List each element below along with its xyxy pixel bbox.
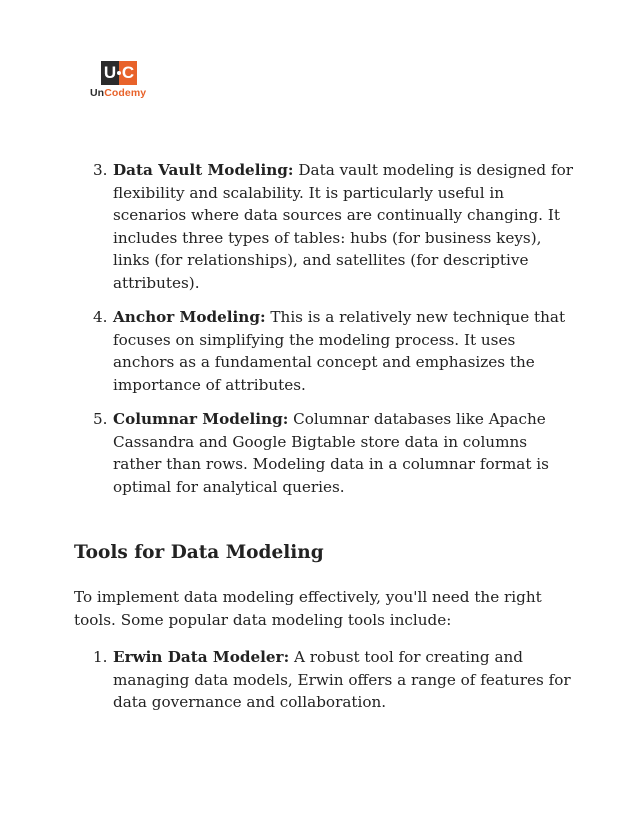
list-item-term: Data Vault Modeling: bbox=[113, 161, 294, 179]
logo-mark-dot bbox=[117, 71, 121, 75]
list-item-number: 5. bbox=[93, 410, 108, 428]
uncodemy-logo bbox=[90, 61, 150, 101]
logo-wordmark-un: Un bbox=[90, 87, 105, 99]
list-item-term: Erwin Data Modeler: bbox=[113, 648, 290, 666]
section-intro: To implement data modeling effectively, you'll need the right tools. Some popular data modeling tools include: bbox=[74, 588, 542, 629]
logo-mark-c: C bbox=[119, 61, 137, 85]
logo-mark-u: U bbox=[101, 61, 119, 85]
list-item-text: Data vault modeling is designed for flexibility and scalability. It is particularly useful in scenarios where data sources are continually changing. It includes three types of tables: hubs (for business keys), links (for relationships), and satellites (for descriptive attributes). bbox=[113, 161, 573, 292]
list-item-anchor bbox=[74, 306, 574, 396]
list-item-text: A robust tool for creating and managing data models, Erwin offers a range of features for data governance and collaboration. bbox=[113, 648, 571, 711]
list-item-number: 4. bbox=[93, 308, 108, 326]
list-item-number: 1. bbox=[93, 648, 108, 666]
list-item-number: 3. bbox=[93, 161, 108, 179]
list-item-columnar bbox=[74, 408, 574, 498]
logo-wordmark-codemy: Codemy bbox=[104, 87, 147, 99]
list-item-text: This is a relatively new technique that focuses on simplifying the modeling process. It uses anchors as a fundamental concept and emphasizes the importance of attributes. bbox=[113, 308, 566, 394]
logo-wordmark bbox=[90, 87, 146, 99]
list-item-body bbox=[113, 646, 574, 714]
list-item-body bbox=[113, 306, 574, 396]
section-heading: Tools for Data Modeling bbox=[74, 542, 324, 563]
list-item-body bbox=[113, 408, 574, 498]
list-item-term: Anchor Modeling: bbox=[113, 308, 266, 326]
list-item-body bbox=[113, 159, 574, 294]
list-item-data-vault bbox=[74, 159, 574, 294]
list-item-term: Columnar Modeling: bbox=[113, 410, 289, 428]
list-item-text: Columnar databases like Apache Cassandra and Google Bigtable store data in columns rather than rows. Modeling data in a columnar format is optimal for analytical queries. bbox=[113, 410, 549, 496]
list-item-erwin bbox=[74, 646, 574, 714]
logo-mark bbox=[101, 61, 137, 85]
